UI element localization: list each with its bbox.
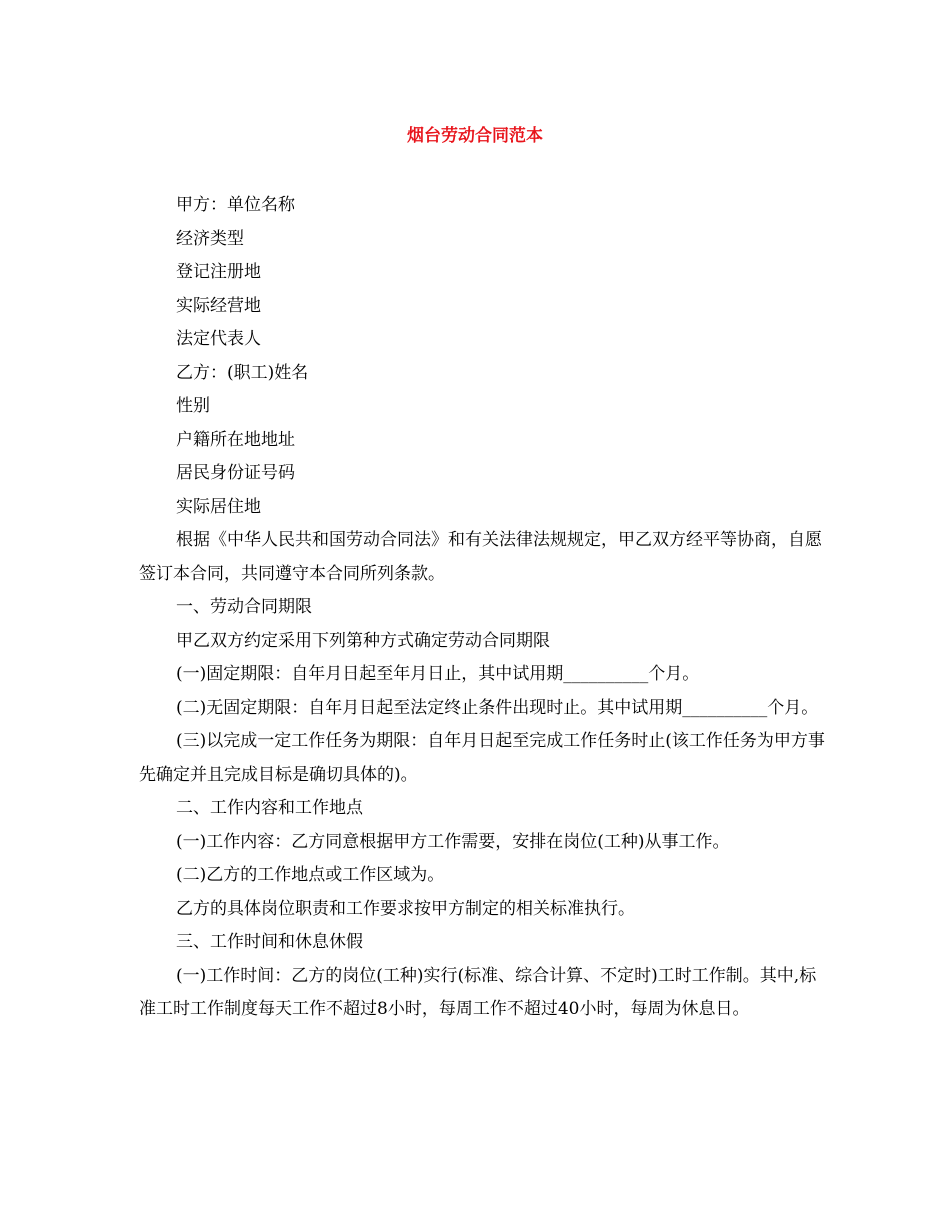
document-title: 烟台劳动合同范本 [407,126,543,146]
basis-paragraph: 根据《中华人民共和国劳动合同法》和有关法律法规规定，甲乙双方经平等协商，自愿签订本合同，共同遵守本合同所列条款。 [139,530,822,584]
document-body [139,189,829,1027]
party-a-line: 甲方：单位名称 [176,195,295,215]
section-2-item-2: (二)乙方的工作地点或工作区域为。 [176,865,445,885]
id-number-line: 居民身份证号码 [176,463,295,483]
section-2-note: 乙方的具体岗位职责和工作要求按甲方制定的相关标准执行。 [176,898,635,919]
section-1-title: 一、劳动合同期限 [176,597,312,617]
section-1-item-2: (二)无固定期限：自年月日起至法定终止条件出现时止。其中试用期__________个月。 [176,697,819,718]
party-b-line: 乙方：(职工)姓名 [176,362,309,383]
gender-line: 性别 [176,396,210,416]
residence-line: 实际居住地 [176,496,261,517]
legal-representative-line: 法定代表人 [176,329,261,349]
economic-type-line: 经济类型 [176,228,244,249]
section-1-item-3: (三)以完成一定工作任务为期限：自年月日起至完成工作任务时止(该工作任务为甲方事先确定并且完成目标是确切具体的)。 [139,731,825,785]
household-address-line: 户籍所在地地址 [176,429,295,450]
section-3-title: 三、工作时间和休息休假 [176,932,363,952]
section-1-intro: 甲乙双方约定采用下列第种方式确定劳动合同期限 [176,630,550,651]
registered-address-line: 登记注册地 [176,262,261,282]
section-2-title: 二、工作内容和工作地点 [176,798,363,818]
section-1-item-1: (一)固定期限：自年月日起至年月日止，其中试用期__________个月。 [176,664,700,684]
business-address-line: 实际经营地 [176,295,261,316]
section-3-item-1: (一)工作时间：乙方的岗位(工种)实行(标准、综合计算、不定时)工时工作制。其中,标准工时工作制度每天工作不超过8小时，每周工作不超过40小时，每周为休息日。 [139,965,817,1019]
section-2-item-1: (一)工作内容：乙方同意根据甲方工作需要，安排在岗位(工种)从事工作。 [176,831,730,852]
